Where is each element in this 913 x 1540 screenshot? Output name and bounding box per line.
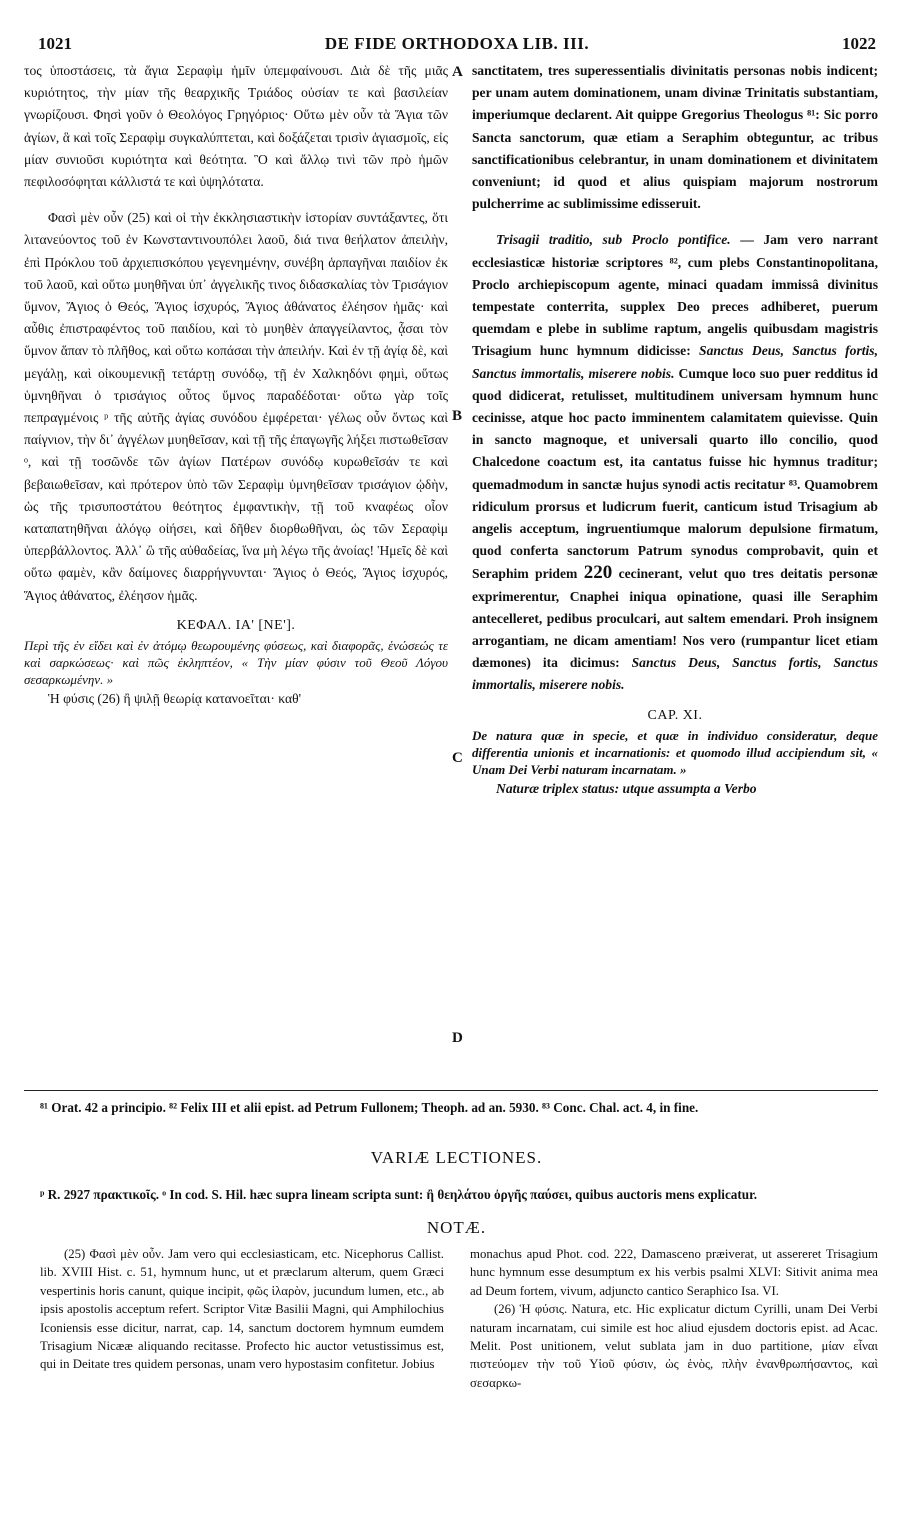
variae-lectiones-text: ᵖ R. 2927 πρακτικοῖς. ᵒ In cod. S. Hil. hæc supra lineam scripta sunt: ἢ θεηλάτου ὀργῆς παύσει, quibus auctoris mens explicatur. bbox=[40, 1187, 758, 1202]
greek-paragraph-2: Φασὶ μὲν οὖν (25) καὶ οἱ τὴν ἐκκλησιαστικὴν ἱστορίαν συντάξαντες, ὅτι λιτανεύοντος τοῦ ἐν Κωνσταντινουπόλει λαοῦ, διά τινα θεήλατον ἀπειλὴν, ἐπὶ Πρόκλου τοῦ ἀρχιεπισκόπου γεγενημένην, συνέβη ἁρπαγῆναι παιδίον ἐκ τοῦ λαοῦ, καὶ οὕτω μυηθῆναι ὑπ᾽ ἀγγελικῆς τινος διδασκαλίας τὸν Τρισάγιον ὕμνον, Ἅγιος ὁ Θεός, Ἅγιος ἰσχυρός, Ἅγιος ἀθάνατος ἐλέησον ἡμᾶς· καὶ αὖθις ἐπιστραφέντος τοῦ παιδίου, καὶ τὸ μυηθὲν ἀπαγγείλαντος, ᾆσαι τὸν ὕμνον ἅπαν τὸ πλῆθος, καὶ οὕτω κοπάσαι τὴν ἀπειλήν. Καὶ ἐν τῇ ἁγίᾳ δὲ, καὶ μεγάλῃ, καὶ οἰκουμενικῇ τετάρτῃ συνόδῳ, τῇ ἐν Χαλκηδόνι φημὶ, οὕτως ὑμνηθῆναι ὁ τρισάγιος οὗτος ὕμνος παραδέδοται· οὕτω γὰρ τοῖς πεπραγμένοις ᵖ τῆς αὐτῆς ἁγίας συνόδου ἐμφέρεται· γέλως οὖν ὄντως καὶ παίγνιον, τὴν δι᾽ ἀγγέλων μυηθεῖσαν, καὶ τῇ τῆς ἐπαγωγῆς λήξει πιστωθεῖσαν ᵒ, καὶ τῇ τοσῶνδε τῶν ἁγίων Πατέρων συνόδῳ κυρωθεῖσάν τε καὶ βεβαιωθεῖσαν, καὶ πρότερον ὑπὸ τῶν Σεραφὶμ ὑμνηθεῖσαν τρισάγιον ᾠδὴν, ὡς τῆς τρισυποστάτου θεότητος ἐμφαντικὴν, τῇ τοῦ κναφέως οἷον καταπατηθῆναι ἀλόγῳ οἰήσει, καὶ δῆθεν διορθωθῆναι, ὡς τῶν Σεραφὶμ ὑπερβάλλοντος. Ἀλλ᾽ ὢ τῆς αὐθαδείας, ἵνα μὴ λέγω τῆς ἀνοίας! Ἡμεῖς δὲ καὶ οὕτω φαμὲν, κἂν δαίμονες διαρρήγνυνται· Ἅγιος ὁ Θεός, Ἅγιος ἰσχυρός, Ἅγιος ἀθάνατος, ἐλέησον ἡμᾶς. bbox=[24, 210, 448, 603]
notae-title: NOTÆ. bbox=[426, 1218, 487, 1237]
notes-left-column bbox=[40, 1245, 444, 1374]
running-header bbox=[38, 34, 876, 58]
note-25-continued: monachus apud Phot. cod. 222, Damasceno præiverat, ut assereret Trisagium hunc hymnum esse desumptum ex his verbis psalmi XLVI: Sitivit anima mea ad Deum fortem, vivum, adjuncto cantico Seraphico Isa. VI. bbox=[470, 1247, 878, 1298]
greek-chapter-heading: ΚΕΦΑΛ. ΙΑ' [ΝΕ']. bbox=[176, 617, 296, 633]
latin-chapter-heading: CAP. XI. bbox=[647, 707, 703, 723]
latin-column bbox=[472, 60, 878, 800]
page-number-left: 1021 bbox=[38, 34, 72, 53]
latin-paragraph-1: sanctitatem, tres superessentialis divinitatis personas nobis indicent; per unam autem dominationem, unam divinæ Trinitatis substantiam, imperiumque declarent. Ait quippe Gregorius Theologus ⁸¹: Sic porro Sancta sanctorum, quæ etiam a Seraphim obteguntur, ac tribus sanctificationibus celebrantur, in unam dominationem et divinitatem conveniunt; id quod et alius quispiam majorum nostrorum pulcherrime ac sublimissime edisseruit. bbox=[472, 63, 878, 212]
notes-right-column bbox=[470, 1245, 878, 1392]
latin-sidenote: Trisagii traditio, sub Proclo pontifice. bbox=[496, 232, 731, 248]
running-title: DE FIDE ORTHODOXA LIB. III. bbox=[324, 34, 590, 53]
margin-marker-c: C bbox=[452, 750, 463, 766]
latin-paragraph-3: Naturæ triplex status: utque assumpta a Verbo bbox=[496, 780, 757, 796]
margin-marker-b: B bbox=[452, 408, 463, 424]
page-number-right: 1022 bbox=[842, 34, 876, 53]
hymn-text-2: Sanctus Deus, Sanctus fortis, Sanctus immortalis, miserere nobis. bbox=[472, 655, 878, 693]
note-25: (25) Φασὶ μὲν οὖν. Jam vero qui ecclesiasticam, etc. Nicephorus Callist. lib. XVIII Hist. c. 51, hymnum hunc, ut et præclarum alterum, quem Græci vespertinis horis canunt, quique incipit, φῶς ἱλαρὸν, jucundum lumen, etc., ab ipsis apostolis acceptum refert. Scriptor Vitæ Basilii Magni, qui Amphilochius Iconiensis esse dicitur, narrat, cap. 14, sanctum doctorem hymnum eumdem Trisagium Nicææ aliquando recitasse. Profecto hic auctor vetustissimus est, qui in Deitate tres quidem personas, unam vero hypostasim confitetur. Jobius bbox=[40, 1247, 444, 1372]
greek-chapter-summary: Περὶ τῆς ἐν εἴδει καὶ ἐν ἀτόμῳ θεωρουμένης φύσεως, καὶ διαφορᾶς, ἑνώσεώς τε καὶ σαρκώσεως· καὶ πῶς ἐκληπτέον, « Τὴν μίαν φύσιν τοῦ Θεοῦ Λόγου σεσαρκωμένην. » bbox=[24, 638, 448, 688]
footnote-rule bbox=[24, 1090, 878, 1091]
edition-page-number: 220 bbox=[583, 562, 613, 584]
greek-column bbox=[24, 60, 448, 710]
margin-marker-a: A bbox=[452, 64, 463, 80]
greek-paragraph-3: Ἡ φύσις (26) ἢ ψιλῇ θεωρίᾳ κατανοεῖται· καθ' bbox=[48, 691, 302, 707]
note-26: (26) Ἡ φύσις. Natura, etc. Hic explicatur dictum Cyrilli, unam Dei Verbi naturam incarnatam, cui simile est hoc aliud ejusdem doctoris epist. ad Acac. Melit. Post unitionem, velut sublata jam in duo partitione, μίαν εἶναι πιστεύομεν τὴν τοῦ Υἱοῦ φύσιν, ὡς ἑνὸς, πλὴν ἐνανθρωπήσαντος, καὶ σεσαρκω- bbox=[470, 1302, 878, 1390]
hymn-text: Sanctus Deus, Sanctus fortis, Sanctus immortalis, miserere nobis. bbox=[472, 343, 878, 381]
latin-chapter-summary: De natura quæ in specie, et quæ in individuo consideratur, deque differentia unionis et incarnationis: et quomodo illud accipiendum sit, « Unam Dei Verbi naturam incarnatam. » bbox=[472, 727, 878, 777]
variae-lectiones-title: VARIÆ LECTIONES. bbox=[370, 1148, 543, 1167]
latin-paragraph-2: Trisagii traditio, sub Proclo pontifice. — Jam vero narrant ecclesiasticæ historiæ scriptores ⁸², cum plebs Constantinopolitana, Proclo archiepiscopum agente, minaci quadam immissâ divinitus tempestate conterrita, supplex Deo preces adhiberet, puerum quemdam e plebe in sublime raptum, angelis quibusdam magistris Trisagium hunc hymnum didicisse: Sanctus Deus, Sanctus fortis, Sanctus immortalis, miserere nobis. Cumque loco suo puer redditus id quod didicerat, retulisset, multitudinem universam hymnum hunc cecinisse, atque hoc pacto imminentem calamitatem quievisse. Quin in sancto magnoque, et universali quarto illo concilio, quod Chalcedone coactum est, ita cantatus fuisse hic hymnus traditur; quemadmodum in sanctæ hujus synodi actis recitatur ⁸³. Quamobrem ridiculum prorsus et ludicrum fuerit, canticum istud Trisagium ab angelis acceptum, ingruentiumque malorum depulsione firmatum, quod conferta sanctorum Patrum synodus comprobavit, quin et Seraphim pridem 220 cecinerant, velut quo tres deitatis personæ exprimerentur, Cnaphei iniqua opinatione, quasi ille Seraphim antecelleret, pedibus proculcari, aut saltem emendari. Proh insignem arrogantiam, ne dicam amentiam! Nos vero (rumpantur licet etiam dæmones) ita dicimus: Sanctus Deus, Sanctus fortis, Sanctus immortalis, miserere nobis. bbox=[472, 232, 878, 693]
footnotes: ⁸¹ Orat. 42 a principio. ⁸² Felix III et alii epist. ad Petrum Fullonem; Theoph. ad an. 5930. ⁸³ Conc. Chal. act. 4, in fine. bbox=[40, 1100, 699, 1115]
greek-paragraph-1: τος ὑποστάσεις, τὰ ἅγια Σεραφὶμ ἡμῖν ὑπεμφαίνουσι. Διὰ δὲ τῆς μιᾶς κυριότητος, τὴν μίαν τῆς θεαρχικῆς Τριάδος οὐσίαν τε καὶ βασιλείαν γνωρίζουσι. Φησὶ γοῦν ὁ Θεολόγος Γρηγόριος· Οὕτω μὲν οὖν τὰ Ἅγια τῶν ἁγίων, ἃ καὶ τοῖς Σεραφὶμ συγκαλύπτεται, καὶ δοξάζεται τρισὶν ἁγιασμοῖς, εἰς μίαν συνιοῦσι κυριότητα καὶ θεότητα. Ὃ καὶ ἄλλῳ τινὶ τῶν πρὸ ἡμῶν πεφιλοσόφηται κάλλιστά τε καὶ ὑψηλότατα. bbox=[24, 63, 448, 190]
margin-marker-d: D bbox=[452, 1030, 463, 1046]
